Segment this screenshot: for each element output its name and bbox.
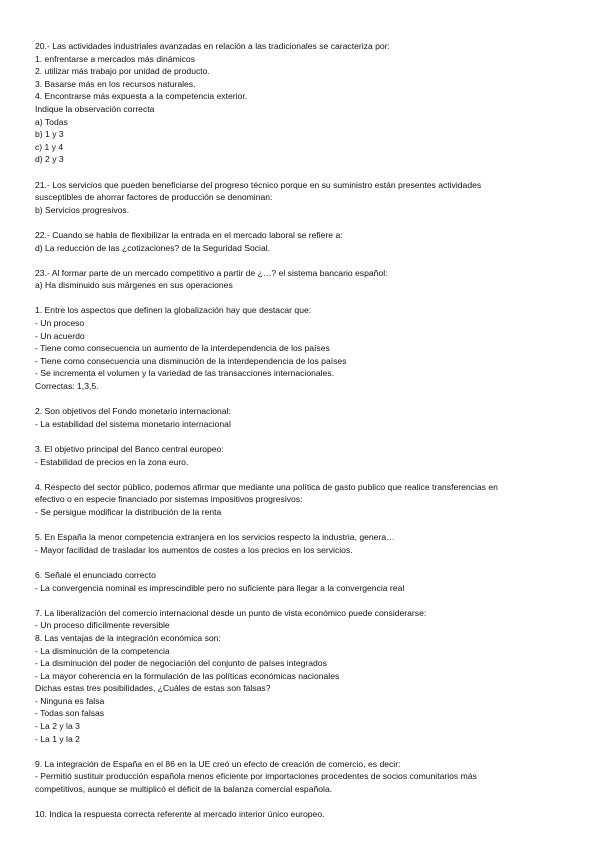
text-line: a) Ha disminuido sus márgenes en sus operaciones: [35, 280, 233, 291]
text-line: - La 1 y la 2: [35, 733, 80, 744]
text-line: - Mayor facilidad de trasladar los aumentos de costes a los precios en los servicios.: [35, 544, 353, 555]
question-block: [35, 481, 565, 519]
text-line: - La mayor coherencia en la formulación de las políticas económicas nacionales: [35, 670, 340, 681]
text-line: 3. Basarse más en los recursos naturales.: [35, 78, 196, 89]
text-line: - La disminución de la competencia: [35, 645, 170, 656]
text-line: - Permitió sustituir producción española menos eficiente por importaciones procedentes de socios comunitarios más: [35, 771, 477, 782]
text-line: c) 1 y 4: [35, 141, 64, 152]
question-block: [35, 179, 565, 217]
text-line: 20.- Las actividades industriales avanzadas en relación a las tradicionales se caracteriza por:: [35, 41, 390, 51]
text-line: Indique la observación correcta: [35, 103, 155, 114]
document-page: [35, 40, 565, 833]
text-line: - Tiene como consecuencia una disminución de la interdependencia de los países: [35, 355, 347, 366]
text-line: - Todas son falsas: [35, 708, 105, 719]
text-line: 21.- Los servicios que pueden beneficiarse del progreso técnico porque en su suministro están presentes actividades: [35, 179, 482, 190]
text-line: 10. Indica la respuesta correcta referente al mercado interior único europeo.: [35, 809, 325, 820]
text-line: - Tiene como consecuencia un aumento de la interdependencia de los países: [35, 343, 330, 354]
question-block: [35, 531, 565, 556]
text-line: b) 1 y 3: [35, 129, 64, 140]
text-line: d) La reducción de las ¿cotizaciones? de la Seguridad Social.: [35, 242, 271, 253]
text-line: 9. La integración de España en el 86 en la UE creó un efecto de creación de comercio, es decir:: [35, 758, 401, 769]
text-line: - Se incrementa el volumen y la variedad de las transacciones internacionales.: [35, 368, 335, 379]
question-block: [35, 267, 565, 292]
text-line: susceptibles de ahorrar factores de producción se denominan:: [35, 192, 273, 203]
text-line: a) Todas: [35, 116, 68, 127]
text-line: 7. La liberalización del comercio internacional desde un punto de vista económico puede considerarse:: [35, 607, 427, 618]
text-line: - Ninguna es falsa: [35, 695, 105, 706]
question-block: [35, 443, 565, 468]
text-line: d) 2 y 3: [35, 154, 64, 165]
question-block: [35, 607, 565, 746]
text-line: - La estabilidad del sistema monetario internacional: [35, 418, 231, 429]
text-line: 3. El objetivo principal del Banco central europeo:: [35, 444, 224, 454]
text-line: 23.- Al formar parte de un mercado competitivo a partir de ¿…? el sistema bancario español:: [35, 267, 388, 278]
text-line: 2. Son objetivos del Fondo monetario internacional:: [35, 406, 231, 417]
text-line: Dichas estas tres posibilidades, ¿Cuáles de estas son falsas?: [35, 683, 271, 694]
text-line: competitivos, aunque se multiplicó el déficit de la balanza comercial española.: [35, 784, 333, 795]
text-line: Correctas: 1,3,5.: [35, 381, 99, 392]
text-line: 5. En España la menor competencia extranjera en los servicios respecto la industria, genera…: [35, 532, 395, 543]
text-line: b) Servicios progresivos.: [35, 204, 130, 215]
question-block: [35, 758, 565, 796]
question-block: [35, 808, 565, 821]
text-line: - Un proceso difícilmente reversible: [35, 620, 170, 631]
text-line: 6. Señale el enunciado correcto: [35, 569, 156, 580]
question-block: [35, 229, 565, 254]
question-block: [35, 40, 565, 166]
question-block: [35, 405, 565, 430]
question-block: [35, 569, 565, 594]
text-line: 4. Encontrarse más expuesta a la competencia exterior.: [35, 91, 248, 102]
text-line: - Un acuerdo: [35, 330, 85, 341]
text-line: 8. Las ventajas de la integración económica son:: [35, 632, 221, 643]
text-line: - La convergencia nominal es imprescindible pero no suficiente para llegar a la convergencia real: [35, 582, 405, 593]
text-line: - La disminución del poder de negociación del conjunto de países integrados: [35, 658, 327, 669]
text-line: 1. Entre los aspectos que definen la globalización hay que destacar que:: [35, 305, 312, 316]
text-line: 1. enfrentarse a mercados más dinámicos: [35, 53, 196, 64]
text-line: - La 2 y la 3: [35, 721, 80, 732]
text-line: efectivo o en especie financiado por sistemas impositivos progresivos:: [35, 494, 303, 505]
text-line: - Un proceso: [35, 318, 85, 329]
text-line: - Se persigue modificar la distribución de la renta: [35, 506, 222, 517]
text-line: 22.- Cuando se habla de flexibilizar la entrada en el mercado laboral se refiere a:: [35, 229, 343, 240]
text-line: 2. utilizar más trabajo por unidad de producto.: [35, 66, 210, 77]
question-block: [35, 304, 565, 392]
text-line: 4. Respecto del sector público, podemos afirmar que mediante una política de gasto publico que realice transferencias en: [35, 481, 498, 492]
text-line: - Estabilidad de precios en la zona euro.: [35, 456, 189, 467]
